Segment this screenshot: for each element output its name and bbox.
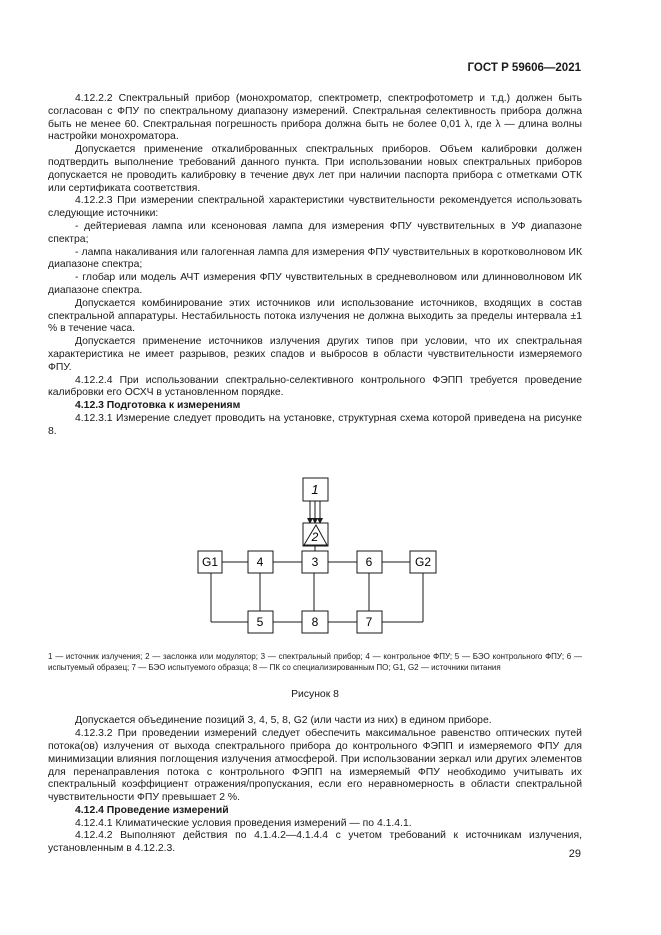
paragraph: 4.12.2.3 При измерении спектральной характеристики чувствительности рекомендуется использовать следующие источники: xyxy=(48,195,582,220)
paragraph: Допускается объединение позиций 3, 4, 5, 8, G2 (или части из них) в едином приборе. xyxy=(75,715,492,727)
paragraph: 4.12.2.4 При использовании спектрально-селективного контрольного ФЭПП требуется проведение калибровки его ОСХЧ в установленном порядке. xyxy=(48,374,582,399)
block-g2 xyxy=(410,551,436,573)
block-g1 xyxy=(198,551,222,573)
block-7 xyxy=(357,611,382,633)
block-diagram xyxy=(48,439,582,651)
block-5 xyxy=(248,611,273,633)
block-1-label: 1 xyxy=(311,481,319,497)
figure-caption: Рисунок 8 xyxy=(291,688,339,700)
block-4 xyxy=(248,551,273,573)
block-4-label: 4 xyxy=(256,554,264,569)
block-1 xyxy=(303,478,328,501)
paragraph: 4.12.2.2 Спектральный прибор (монохроматор, спектрометр, спектрофотометр и т.д.) должен быть согласован с ФПУ по спектральному диапазону измерений. Спектральная селективность прибора должна быть не менее 60. Спектральная погрешность прибора должна быть не более 0,01 λ, где λ — длина волны настройки монохроматора. xyxy=(48,93,582,143)
section-heading: 4.12.3 Подготовка к измерениям xyxy=(75,400,241,412)
block-7-label: 7 xyxy=(365,614,373,629)
paragraph: 4.12.4.1 Климатические условия проведения измерений — по 4.1.4.1. xyxy=(75,817,412,829)
block-8 xyxy=(302,611,328,633)
block-g2-label: G2 xyxy=(414,554,432,569)
block-2 xyxy=(303,523,328,546)
paragraph: Допускается применение источников излучения других типов при условии, что их спектральная характеристика не имеет разрывов, резких спадов и выбросов в области чувствительности измеряемого ФПУ. xyxy=(48,336,582,373)
block-3 xyxy=(302,551,328,573)
page-number: 29 xyxy=(568,848,581,860)
paragraph: 4.12.4.2 Выполняют действия по 4.1.4.2—4.1.4.4 с учетом требований к источникам излучения, установленным в 4.12.2.3. xyxy=(48,830,582,855)
list-item: - дейтериевая лампа или ксеноновая лампа для измерения ФПУ чувствительных в УФ диапазоне спектра; xyxy=(48,220,582,245)
block-8-label: 8 xyxy=(311,614,319,629)
figure-legend: 1 — источник излучения; 2 — заслонка или модулятор; 3 — спектральный прибор; 4 — контрольное ФПУ; 5 — БЭО контрольного ФПУ; 6 — испытуемый образец; 7 — БЭО испытуемого образца; 8 — ПК со специализированным ПО; G1, G2 — источники питания xyxy=(48,651,582,672)
page-content xyxy=(48,93,582,856)
block-3-label: 3 xyxy=(311,554,319,569)
section-heading: 4.12.4 Проведение измерений xyxy=(75,804,229,816)
paragraph: 4.12.3.1 Измерение следует проводить на установке, структурная схема которой приведена на рисунке 8. xyxy=(48,412,582,437)
block-6 xyxy=(357,551,382,573)
block-g1-label: G1 xyxy=(201,554,219,569)
document-header: ГОСТ Р 59606—2021 xyxy=(467,62,581,74)
block-2-label: 2 xyxy=(311,529,319,544)
list-item: - глобар или модель АЧТ измерения ФПУ чувствительных в средневолновом или длинноволновом ИК диапазоне спектра. xyxy=(48,272,582,296)
list-item: - лампа накаливания или галогенная лампа для измерения ФПУ чувствительных в коротковолновом ИК диапазоне спектра; xyxy=(48,246,582,271)
block-6-label: 6 xyxy=(365,554,373,569)
paragraph: Допускается комбинирование этих источников или использование источников, входящих в состав спектральной аппаратуры. Нестабильность потока излучения не должна выходить за пределы интервала ±1 % в течение часа. xyxy=(48,297,582,335)
paragraph: 4.12.3.2 При проведении измерений следует обеспечить максимальное равенство оптических путей потока(ов) излучения от выхода спектрального прибора до контрольного ФЭПП и измеряемого ФПУ для минимизации влияния поглощения излучения атмосферой. При использовании зеркал или других элементов для перенаправления потока с контрольного ФЭПП на измеряемый ФПУ необходимо учитывать их спектральный коэффициент отражения/пропускания, если его неравномерность в области спектральной чувствительности ФПУ превышает 2 %. xyxy=(48,728,582,804)
block-5-label: 5 xyxy=(256,614,264,629)
figure-8 xyxy=(48,439,582,651)
paragraph: Допускается применение откалиброванных спектральных приборов. Объем калибровки должен подтвердить выполнение требований данного пункта. При использовании новых спектральных приборов допускается не проводить калибровку в течение двух лет при наличии паспорта прибора с отметками ОТК или сертификата соответствия. xyxy=(48,144,582,194)
